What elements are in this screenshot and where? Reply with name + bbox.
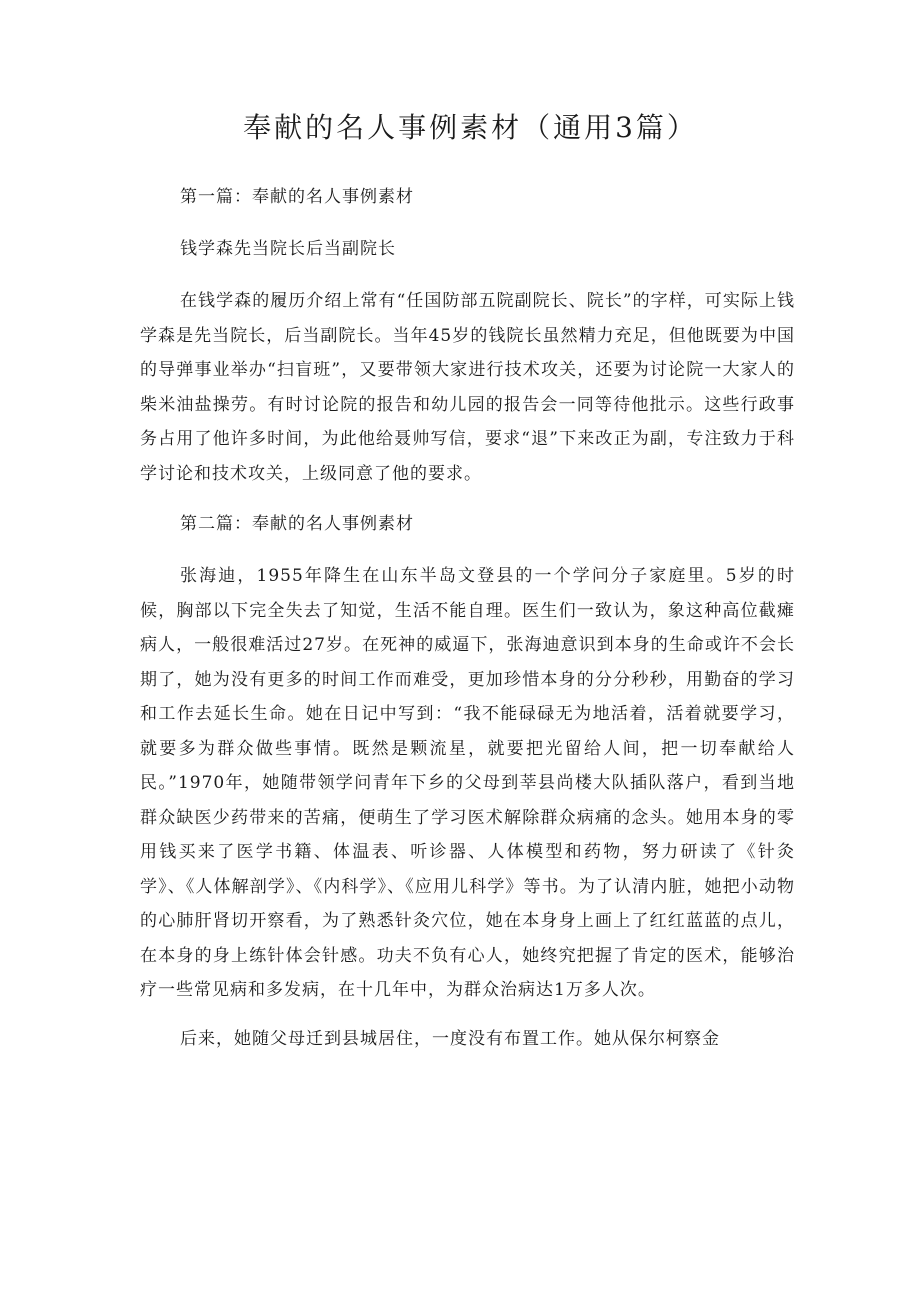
section-2-heading: 第二篇：奉献的名人事例素材: [180, 514, 414, 534]
section-2-paragraph-1: 张海迪，1955年降生在山东半岛文登县的一个学问分子家庭里。5岁的时候，胸部以下完全失去了知觉，生活不能自理。医生们一致认为，象这种高位截瘫病人，一般很难活过27岁。在死神的威逼下，张海迪意识到本身的生命或许不会长期了，她为没有更多的时间工作而难受，更加珍惜本身的分分秒秒，用勤奋的学习和工作去延长生命。她在日记中写到：“我不能碌碌无为地活着，活着就要学习，就要多为群众做些事情。既然是颗流星，就要把光留给人间，把一切奉献给人民。”1970年，她随带领学问青年下乡的父母到莘县尚楼大队插队落户，看到当地群众缺医少药带来的苦痛，便萌生了学习医术解除群众病痛的念头。她用本身的零用钱买来了医学书籍、体温表、听诊器、人体模型和药物，努力研读了《针灸学》、《人体解剖学》、《内科学》、《应用儿科学》等书。为了认清内脏，她把小动物的心肺肝肾切开察看，为了熟悉针灸穴位，她在本身身上画上了红红蓝蓝的点儿，在本身的身上练针体会针感。功夫不负有心人，她终究把握了肯定的医术，能够治疗一些常见病和多发病，在十几年中，为群众治病达1万多人次。: [140, 566, 795, 1000]
section-1-heading: 第一篇：奉献的名人事例素材: [180, 187, 414, 207]
section-1-subtitle: 钱学森先当院长后当副院长: [180, 239, 396, 259]
section-2-paragraph-2: 后来，她随父母迁到县城居住，一度没有布置工作。她从保尔柯察金: [180, 1028, 720, 1049]
document-title: 奉献的名人事例素材（通用3篇）: [243, 111, 698, 144]
section-1-paragraph: 在钱学森的履历介绍上常有“任国防部五院副院长、院长”的字样，可实际上钱学森是先当院长，后当副院长。当年45岁的钱院长虽然精力充足，但他既要为中国的导弹事业举办“扫盲班”，又要带领大家进行技术攻关，还要为讨论院一大家人的柴米油盐操劳。有时讨论院的报告和幼儿园的报告会一同等待他批示。这些行政事务占用了他许多时间，为此他给聂帅写信，要求“退”下来改正为副，专注致力于科学讨论和技术攻关，上级同意了他的要求。: [140, 291, 795, 484]
